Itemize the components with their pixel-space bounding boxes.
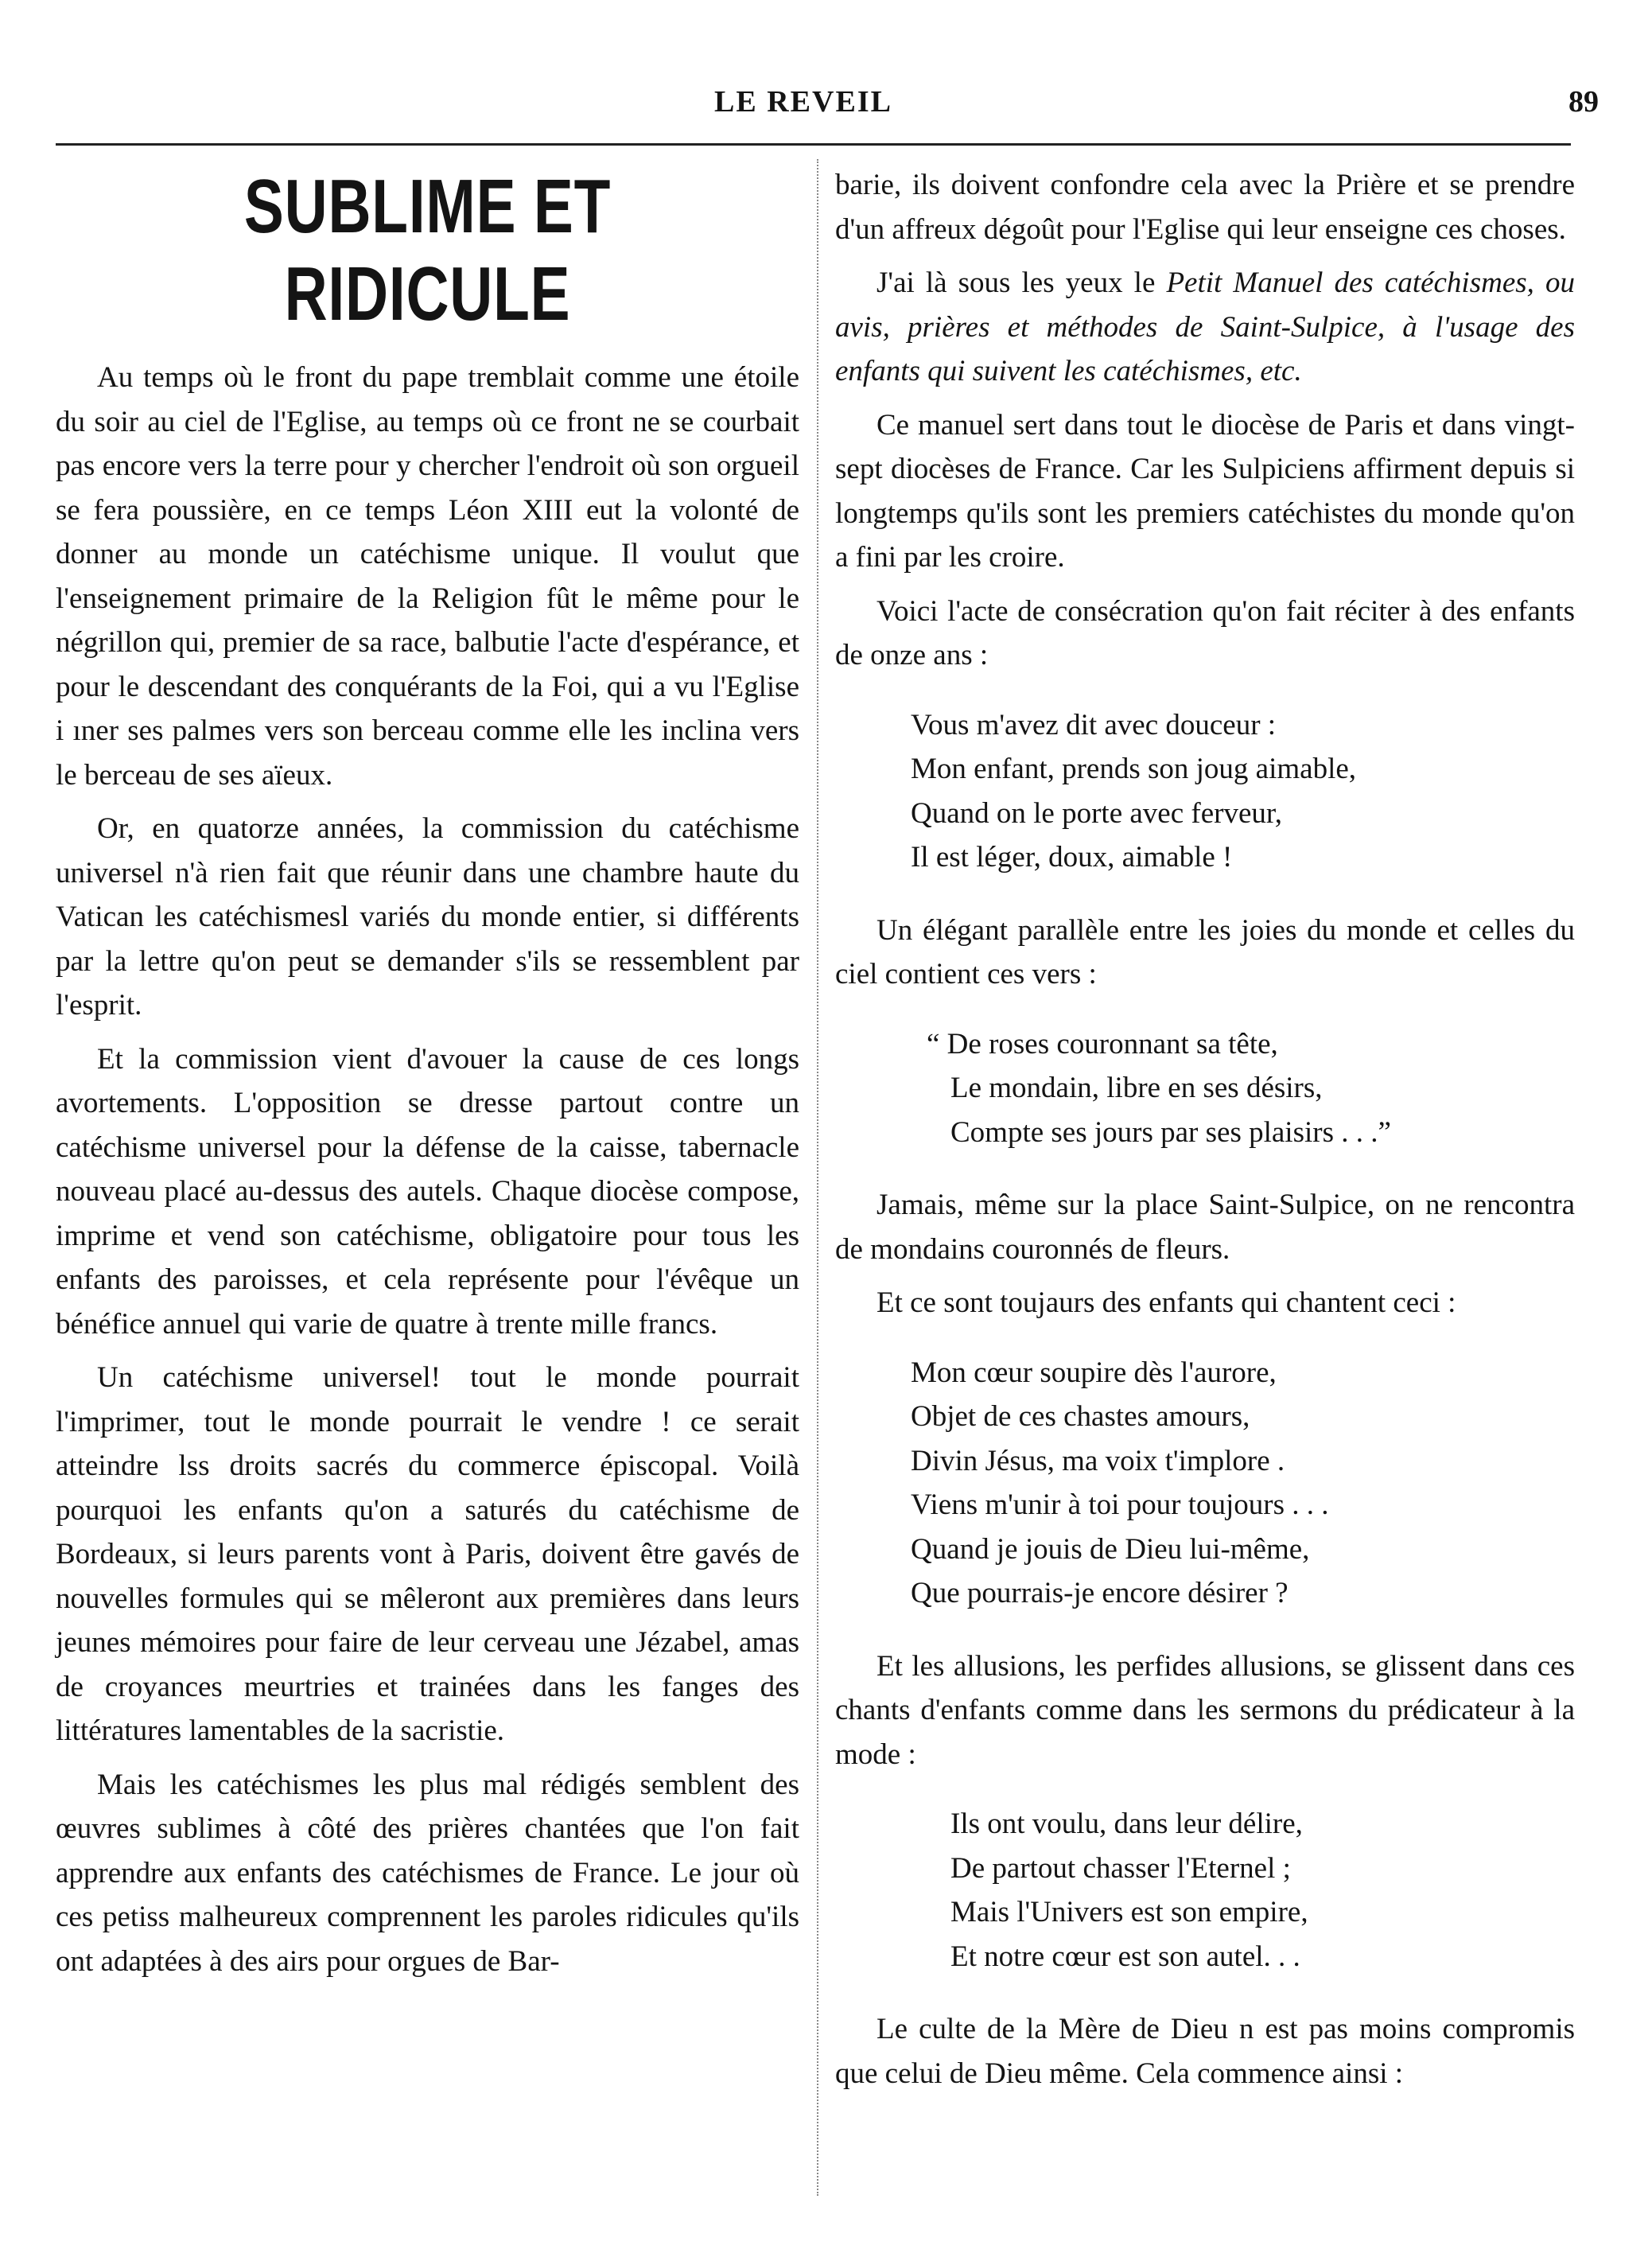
verse-line: Mon cœur soupire dès l'aurore,: [911, 1356, 1277, 1389]
paragraph: Mais les catéchismes les plus mal rédigés semblent des œuvres sublimes à côté des prières chantées que l'on fait apprendre aux enfants des catéchismes de France. Le jour où ces petiss malheureux comprennent les paroles ridicules qu'ils ont adaptées à des airs pour orgues de Bar-: [56, 1768, 799, 1978]
verse-line: “ De roses couronnant sa tête,: [927, 1027, 1278, 1060]
paragraph: Et la commission vient d'avouer la cause de ces longs avortements. L'opposition se dresse partout contre un catéchisme universel pour la défense de la caisse, tabernacle nouveau placé au-dessus des autels. Chaque diocèse compose, imprime et vend son catéchisme, obligatoire pour tous les enfants des paroisses, et cela représente pour l'évêque un bénéfice annuel qui varie de quatre à trente mille francs.: [56, 1042, 799, 1341]
verse-coeur: [835, 1351, 1575, 1616]
paragraph-manual: [835, 261, 1575, 394]
right-column: [835, 163, 1575, 2105]
verse-consecration: [835, 703, 1575, 880]
verse-line: De partout chasser l'Eternel ;: [950, 1851, 1291, 1885]
paragraph: Un catéchisme universel! tout le monde pourrait l'imprimer, tout le monde pourrait le vendre ! ce serait atteindre lss droits sacrés du commerce épiscopal. Voilà pourquoi les enfants qu'on a saturés du catéchisme de Bordeaux, si leurs parents vont à Paris, doivent être gavés de nouvelles formules qui se mêleront aux premières dans leurs jeunes mémoires pour faire de leur cerveau une Jézabel, amas de croyances meurtries et trainées dans les fanges des littératures lamentables de la sacristie.: [56, 1361, 799, 1747]
paragraph: Or, en quatorze années, la commission du catéchisme universel n'à rien fait que réunir dans une chambre haute du Vatican les catéchismesl variés du monde entier, si différents par la lettre qu'on peut se demander s'ils se ressemblent par l'esprit.: [56, 812, 799, 1022]
manual-title: Petit Manuel des catéchismes, ou avis, prières et méthodes de Saint-Sulpice, à l'usage des enfants qui suivent les catéchismes, etc.: [835, 267, 1575, 387]
verse-line: Il est léger, doux, aimable !: [911, 841, 1233, 874]
paragraph: Un élégant parallèle entre les joies du monde et celles du ciel contient ces vers :: [835, 913, 1575, 990]
verse-line: Mon enfant, prends son joug aimable,: [911, 753, 1357, 785]
paragraph: Voici l'acte de consécration qu'on fait réciter à des enfants de onze ans :: [835, 594, 1575, 671]
column-divider: [817, 159, 818, 2196]
verse-line: Mais l'Univers est son empire,: [950, 1896, 1308, 1928]
paragraph: Ce manuel sert dans tout le diocèse de Paris et dans vingt-sept diocèses de France. Car les Sulpiciens affirment depuis si longtemps qu'ils sont les premiers catéchistes du monde qu'on a fini par les croire.: [835, 408, 1575, 574]
header-rule: [56, 143, 1571, 146]
manual-intro: J'ai là sous les yeux le: [877, 267, 1167, 299]
paragraph: Jamais, même sur la place Saint-Sulpice, on ne rencontra de mondains couronnés de fleurs.: [835, 1189, 1575, 1266]
page-number: 89: [1568, 85, 1599, 119]
verse-line: Le mondain, libre en ses désirs,: [950, 1072, 1323, 1104]
paragraph: Et les allusions, les perfides allusions, se glissent dans ces chants d'enfants comme dans les sermons du prédicateur à la mode :: [835, 1649, 1575, 1771]
verse-mondain: [835, 1022, 1575, 1155]
verse-line: Viens m'unir à toi pour toujours . . .: [911, 1489, 1329, 1521]
verse-line: Et notre cœur est son autel. . .: [950, 1940, 1300, 1973]
paragraph-continuation: barie, ils doivent confondre cela avec la Prière et se prendre d'un affreux dégoût pour l'Eglise qui leur enseigne ces choses.: [835, 169, 1575, 246]
left-column: [56, 163, 799, 1993]
verse-line: Vous m'avez dit avec douceur :: [911, 708, 1277, 741]
paragraph: Au temps où le front du pape tremblait comme une étoile du soir au ciel de l'Eglise, au temps où ce front ne se courbait pas encore vers la terre pour y chercher l'endroit où son orgueil se fera poussière, en ce temps Léon XIII eut la volonté de donner au monde un catéchisme unique. Il voulut que l'enseignement primaire de la Religion fût le même pour le négrillon qui, premier de sa race, balbutie l'acte d'espérance, et pour le descendant des conquérants de la Foi, qui a vu l'Eglise i ıner ses palmes vers son berceau comme elle les inclina vers le berceau de ses aïeux.: [56, 361, 799, 792]
verse-eternel: [835, 1802, 1575, 1979]
verse-line: Compte ses jours par ses plaisirs . . .”: [950, 1115, 1391, 1149]
verse-line: Ils ont voulu, dans leur délire,: [950, 1808, 1303, 1840]
journal-name: LE REVEIL: [714, 85, 892, 119]
verse-line: Quand je jouis de Dieu lui-même,: [911, 1532, 1310, 1566]
paragraph: Et ce sont toujaurs des enfants qui chantent ceci :: [877, 1286, 1456, 1319]
verse-line: Que pourrais-je encore désirer ?: [911, 1577, 1289, 1609]
verse-line: Objet de ces chastes amours,: [911, 1400, 1250, 1433]
paragraph: Le culte de la Mère de Dieu n est pas moins compromis que celui de Dieu même. Cela commence ainsi :: [835, 2013, 1575, 2090]
verse-line: Quand on le porte avec ferveur,: [911, 796, 1282, 830]
running-head: [56, 84, 1599, 132]
article-title: SUBLIME ET RIDICULE: [243, 164, 612, 337]
verse-line: Divin Jésus, ma voix t'implore .: [911, 1444, 1285, 1477]
